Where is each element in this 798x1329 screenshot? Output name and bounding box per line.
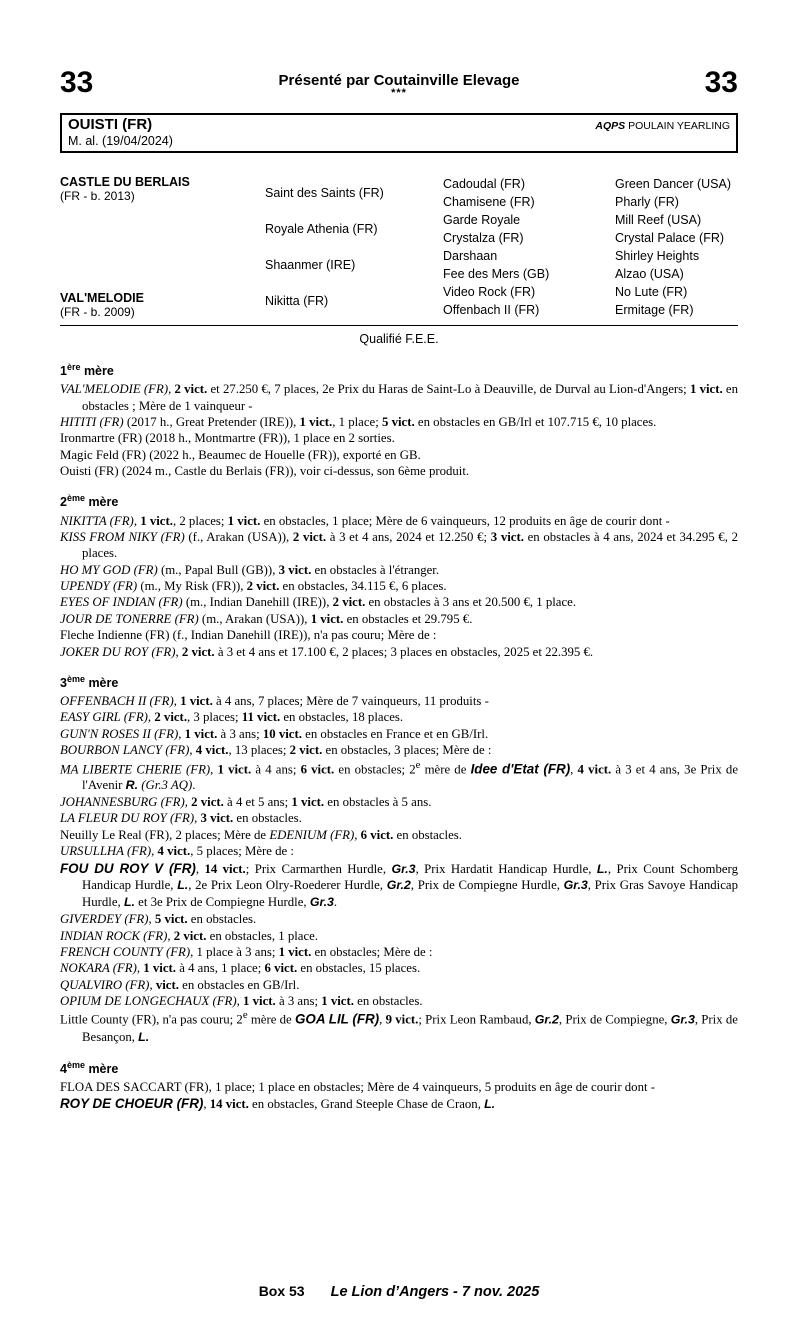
pedigree-divider: [60, 325, 738, 326]
section-heading-1st-dam: 1ère mère: [60, 362, 114, 379]
pedigree-column-parents: [60, 175, 265, 319]
pedigree-gen2-item: Shaanmer (IRE): [265, 258, 356, 272]
horse-name: OUISTI (FR): [68, 116, 153, 133]
stars-rating: ***: [391, 87, 407, 99]
sire-detail: (FR - b. 2013): [60, 189, 135, 203]
dam3-produce: URSULLHA (FR), 4 vict., 5 places; Mère de :: [60, 844, 294, 859]
dam1-produce: Magic Feld (FR) (2022 h., Beaumec de Houelle (FR)), exporté en GB.: [60, 447, 421, 462]
pedigree-dam: [60, 291, 265, 319]
aqps-rest: POULAIN YEARLING: [625, 120, 730, 132]
dam1-main: VAL'MELODIE (FR), 2 vict. et 27.250 €, 7 places, 2e Prix du Haras de Saint-Lo à Deauville, de Durval au Lion-d'Angers; 1 vict. en obstacles ; Mère de 1 vainqueur -: [60, 382, 738, 413]
pedigree-table: [60, 175, 738, 319]
dam3-grandproduce: Little County (FR), n'a pas couru; 2e mère de GOA LIL (FR), 9 vict.; Prix Leon Rambaud, Gr.2, Prix de Compiegne, Gr.3, Prix de Besançon, L.: [60, 1010, 738, 1044]
dam3-grandproduce: GIVERDEY (FR), 5 vict. en obstacles.: [60, 912, 257, 927]
dam2-main: NIKITTA (FR), 1 vict., 2 places; 1 vict. en obstacles, 1 place; Mère de 6 vainqueurs, 12 produits en âge de courir dont -: [60, 513, 670, 528]
horse-name-box: [60, 113, 738, 153]
dam-name: VAL'MELODIE: [60, 291, 144, 305]
dam3-produce: FRENCH COUNTY (FR), 1 place à 3 ans; 1 vict. en obstacles; Mère de :: [60, 944, 433, 959]
dam3-grandproduce: OPIUM DE LONGECHAUX (FR), 1 vict. à 3 ans; 1 vict. en obstacles.: [60, 994, 423, 1009]
dam1-produce: HITITI (FR) (2017 h., Great Pretender (IRE)), 1 vict., 1 place; 5 vict. en obstacles en GB/Irl et 107.715 €, 10 places.: [60, 414, 657, 429]
section-heading-3rd-dam: 3ème mère: [60, 673, 119, 691]
pedigree-column-gen3: [443, 175, 615, 319]
dam3-grandproduce: LA FLEUR DU ROY (FR), 3 vict. en obstacles.: [60, 811, 302, 826]
pedigree-gen4-item: Shirley Heights: [615, 249, 700, 263]
pedigree-gen4-item: No Lute (FR): [615, 285, 688, 299]
sire-name: CASTLE DU BERLAIS: [60, 175, 190, 189]
catalogue-number-left: 33: [60, 66, 94, 99]
aqps-badge: [595, 120, 730, 132]
pedigree-gen2-item: Royale Athenia (FR): [265, 222, 378, 236]
pedigree-gen4-item: Green Dancer (USA): [615, 177, 732, 191]
pedigree-gen3-item: Chamisene (FR): [443, 195, 535, 209]
dam3-grandproduce: NOKARA (FR), 1 vict. à 4 ans, 1 place; 6 vict. en obstacles, 15 places.: [60, 961, 421, 976]
sale-place-date: Le Lion d’Angers - 7 nov. 2025: [330, 1284, 540, 1300]
pedigree-gen4-item: Crystal Palace (FR): [615, 231, 725, 245]
dam3-produce: INDIAN ROCK (FR), 2 vict. en obstacles, 1 place.: [60, 928, 319, 943]
page-footer: [0, 1283, 798, 1301]
dam3-grandproduce: Neuilly Le Real (FR), 2 places; Mère de EDENIUM (FR), 6 vict. en obstacles.: [60, 827, 462, 842]
pedigree-gen3-item: Video Rock (FR): [443, 285, 536, 299]
pedigree-gen2-item: Saint des Saints (FR): [265, 186, 384, 200]
dam3-produce: EASY GIRL (FR), 2 vict., 3 places; 11 vict. en obstacles, 18 places.: [60, 710, 404, 725]
dam3-grandproduce: JOHANNESBURG (FR), 2 vict. à 4 et 5 ans; 1 vict. en obstacles à 5 ans.: [60, 795, 432, 810]
box-number: Box 53: [258, 1283, 305, 1299]
section-heading-4th-dam: 4ème mère: [60, 1059, 119, 1076]
dam3-grandproduce: QUALVIRO (FR), vict. en obstacles en GB/Irl.: [60, 977, 300, 992]
page-header: [60, 68, 738, 99]
dam2-produce: EYES OF INDIAN (FR) (m., Indian Danehill (IRE)), 2 vict. en obstacles à 3 ans et 20.500 €, 1 place.: [60, 595, 577, 610]
pedigree-gen4-item: Pharly (FR): [615, 195, 679, 209]
section-heading-2nd-dam: 2ème mère: [60, 493, 119, 510]
qualification-note: Qualifié F.E.E.: [359, 332, 439, 346]
dam2-produce: JOUR DE TONERRE (FR) (m., Arakan (USA)), 1 vict. en obstacles et 29.795 €.: [60, 611, 473, 626]
dam3-grandproduce: MA LIBERTE CHERIE (FR), 1 vict. à 4 ans; 6 vict. en obstacles; 2e mère de Idee d'Etat (FR), 4 vict. à 3 et 4 ans, 3e Prix de l'Avenir R. (Gr.3 AQ).: [60, 759, 738, 793]
presented-by-block: [93, 68, 704, 99]
pedigree-gen3-item: Garde Royale: [443, 213, 521, 227]
pedigree-gen3-item: Offenbach II (FR): [443, 303, 540, 317]
pedigree-gen4-item: Mill Reef (USA): [615, 213, 702, 227]
dam1-produce: Ouisti (FR) (2024 m., Castle du Berlais (FR)), voir ci-dessus, son 6ème produit.: [60, 464, 470, 479]
dam3-grandproduce: FOU DU ROY V (FR), 14 vict.; Prix Carmarthen Hurdle, Gr.3, Prix Hardatit Handicap Hurdle, L., Prix Count Schomberg Handicap Hurdle, L., 2e Prix Leon Olry-Roederer Hurdle, Gr.2, Prix de Compiegne Hurdle, Gr.3, Prix Gras Savoye Handicap Hurdle, L. et 3e Prix de Compiegne Hurdle, Gr.3.: [60, 860, 738, 910]
catalogue-number-right: 33: [704, 66, 738, 99]
pedigree-gen3-item: Darshaan: [443, 249, 498, 263]
pedigree-gen2-item: Nikitta (FR): [265, 294, 329, 308]
dam3-produce: GUN'N ROSES II (FR), 1 vict. à 3 ans; 10 vict. en obstacles en France et en GB/Irl.: [60, 726, 489, 741]
dam2-produce: HO MY GOD (FR) (m., Papal Bull (GB)), 3 vict. en obstacles à l'étranger.: [60, 562, 440, 577]
presented-by-text: Présenté par Coutainville Elevage: [278, 72, 520, 89]
pedigree-gen3-item: Crystalza (FR): [443, 231, 524, 245]
dam4-produce: ROY DE CHOEUR (FR), 14 vict. en obstacles, Grand Steeple Chase de Craon, L.: [60, 1096, 496, 1112]
pedigree-gen4-item: Ermitage (FR): [615, 303, 694, 317]
dam2-produce: Fleche Indienne (FR) (f., Indian Danehill (IRE)), n'a pas couru; Mère de :: [60, 628, 437, 643]
aqps-label: AQPS: [595, 120, 626, 132]
dam2-produce: KISS FROM NIKY (FR) (f., Arakan (USA)), 2 vict. à 3 et 4 ans, 2024 et 12.250 €; 3 vict. en obstacles à 4 ans, 2024 et 34.295 €, 2 places.: [60, 529, 738, 561]
pedigree-text-body: [60, 362, 738, 1113]
dam2-grandproduce: JOKER DU ROY (FR), 2 vict. à 3 et 4 ans et 17.100 €, 2 places; 3 places en obstacles, 2025 et 22.395 €.: [60, 644, 594, 659]
dam4-main: FLOA DES SACCART (FR), 1 place; 1 place en obstacles; Mère de 4 vainqueurs, 5 produits en âge de courir dont -: [60, 1079, 655, 1094]
dam3-main: OFFENBACH II (FR), 1 vict. à 4 ans, 7 places; Mère de 7 vainqueurs, 11 produits -: [60, 694, 489, 709]
pedigree-gen4-item: Alzao (USA): [615, 267, 684, 281]
dam2-produce: UPENDY (FR) (m., My Risk (FR)), 2 vict. en obstacles, 34.115 €, 6 places.: [60, 579, 447, 594]
pedigree-gen3-item: Cadoudal (FR): [443, 177, 525, 191]
pedigree-sire: [60, 175, 265, 203]
pedigree-gen3-item: Fee des Mers (GB): [443, 267, 550, 281]
dam3-produce: BOURBON LANCY (FR), 4 vict., 13 places; 2 vict. en obstacles, 3 places; Mère de :: [60, 743, 492, 758]
pedigree-column-gen2: [265, 175, 443, 319]
pedigree-column-gen4: [615, 175, 738, 319]
dam-detail: (FR - b. 2009): [60, 305, 135, 319]
horse-sex-coat-dob: M. al. (19/04/2024): [68, 134, 173, 148]
dam1-produce: Ironmartre (FR) (2018 h., Montmartre (FR)), 1 place en 2 sorties.: [60, 431, 395, 446]
